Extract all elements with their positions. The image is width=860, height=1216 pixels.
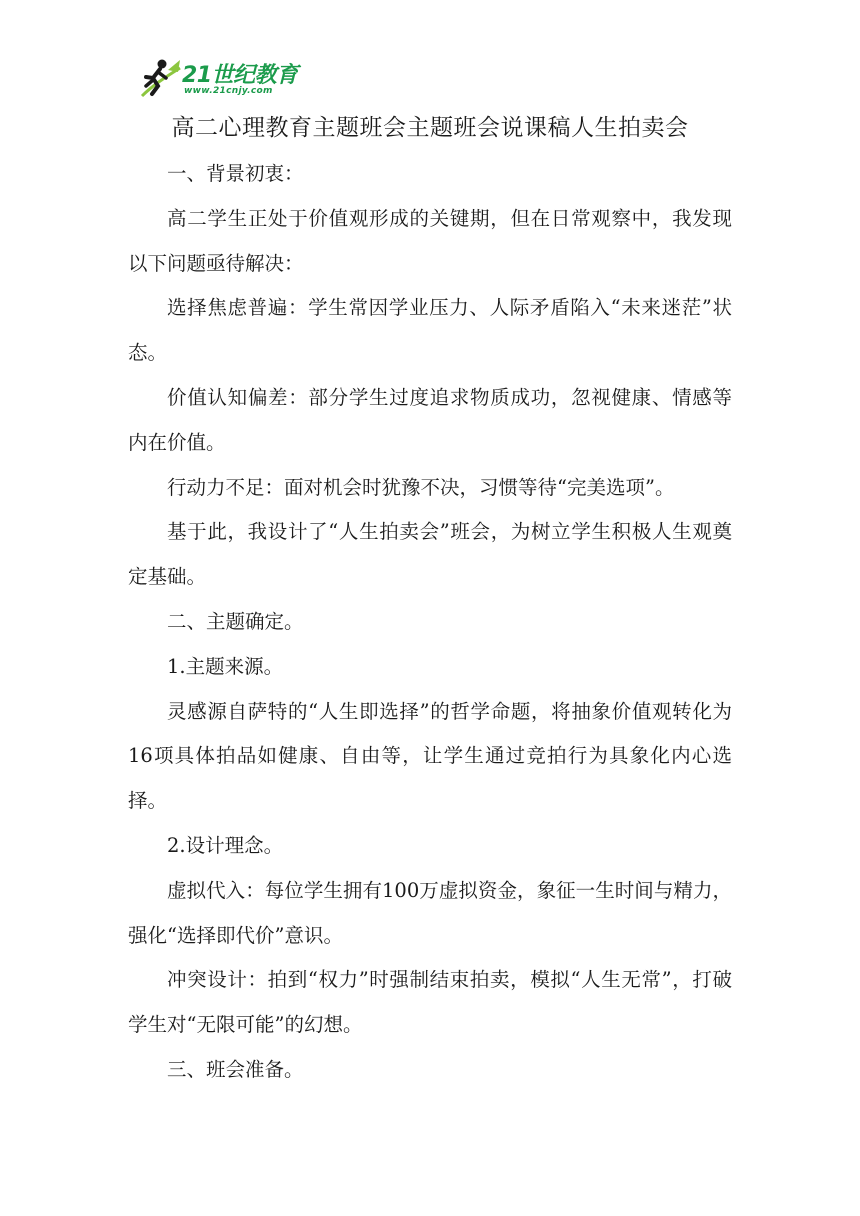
document-body (128, 152, 732, 1093)
paragraph: 选择焦虑普遍：学生常因学业压力、人际矛盾陷入“未来迷茫”状态。 (128, 296, 732, 365)
logo-url-text: www.21cnjy.com (184, 86, 273, 96)
paragraph: 冲突设计：拍到“权力”时强制结束拍卖，模拟“人生无常”，打破学生对“无限可能”的幻想。 (128, 968, 732, 1037)
logo-brand-text: 21世纪教育 (182, 63, 298, 88)
section-heading-theme: 二、主题确定。 (167, 609, 304, 633)
paragraph: 基于此，我设计了“人生拍卖会”班会，为树立学生积极人生观奠定基础。 (128, 520, 732, 589)
section-heading-preparation: 三、班会准备。 (167, 1057, 304, 1081)
paragraph: 虚拟代入：每位学生拥有100万虚拟资金，象征一生时间与精力，强化“选择即代价”意识。 (128, 878, 732, 947)
paragraph: 价值认知偏差：部分学生过度追求物质成功，忽视健康、情感等内在价值。 (128, 385, 732, 454)
paragraph: 行动力不足：面对机会时犹豫不决，习惯等待“完美选项”。 (167, 475, 675, 499)
paragraph: 灵感源自萨特的“人生即选择”的哲学命题，将抽象价值观转化为16项具体拍品如健康、自由等，让学生通过竞拍行为具象化内心选择。 (128, 699, 732, 813)
site-logo (138, 56, 328, 102)
section-heading-background: 一、背景初衷： (167, 162, 304, 185)
subheading-source: 1.主题来源。 (167, 654, 284, 678)
document-title: 高二心理教育主题班会主题班会说课稿人生拍卖会 (171, 115, 689, 141)
running-person-logo-icon (138, 56, 182, 100)
subheading-design: 2.设计理念。 (167, 833, 284, 857)
paragraph: 高二学生正处于价值观形成的关键期，但在日常观察中，我发现以下问题亟待解决： (128, 206, 732, 275)
